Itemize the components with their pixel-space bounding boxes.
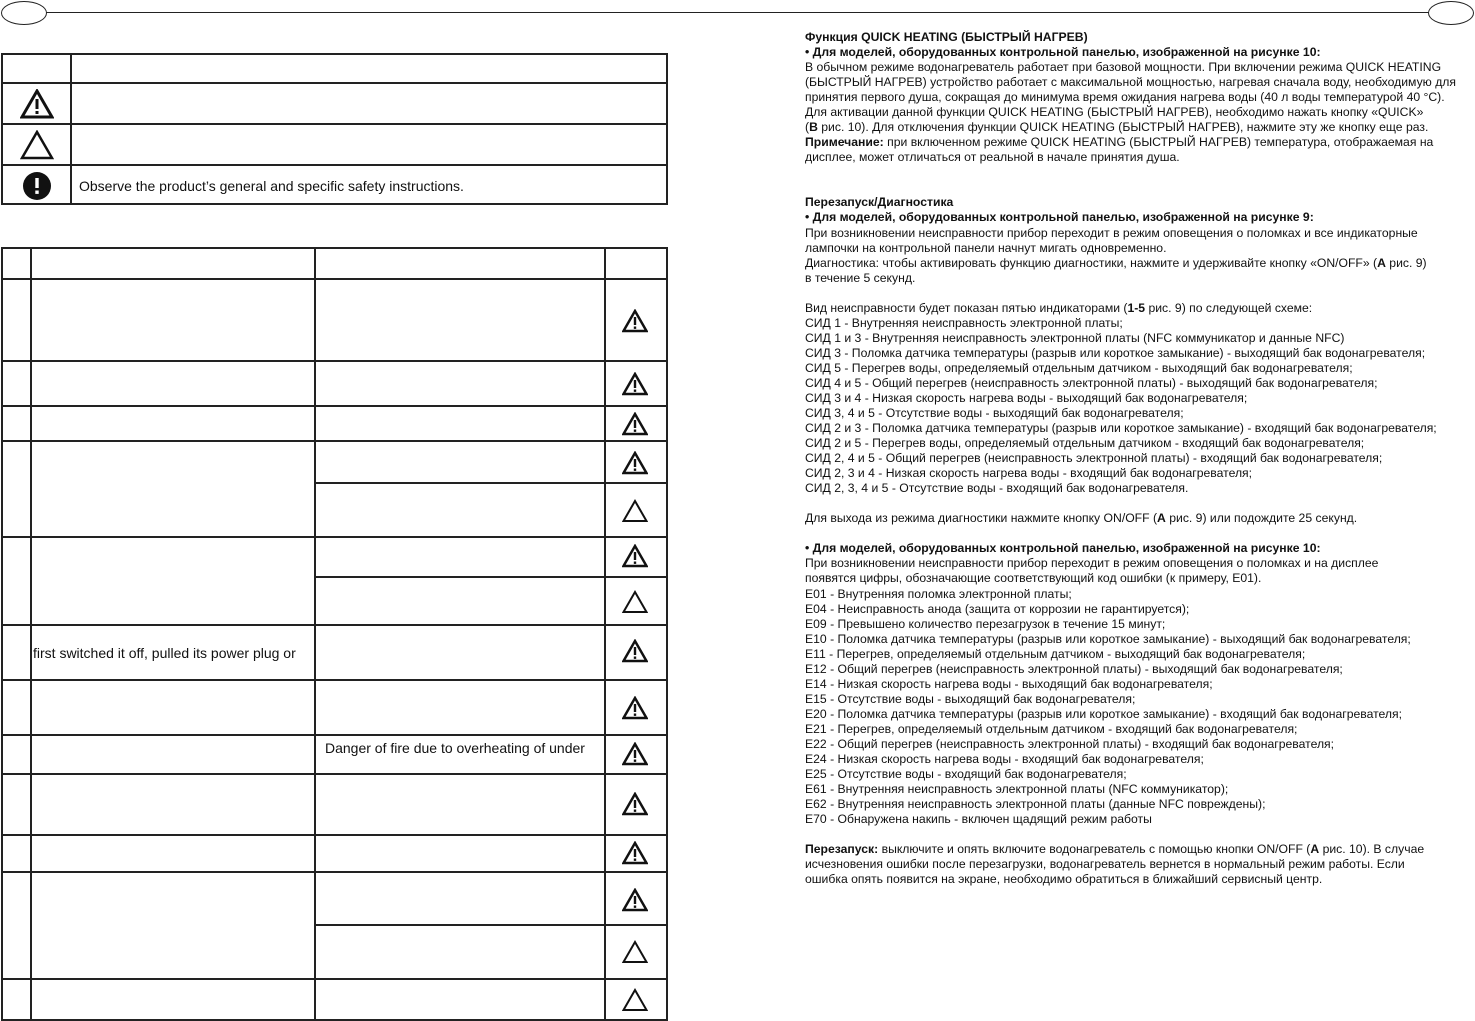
led-code-line: СИД 1 - Внутренняя неисправность электронной платы;	[805, 315, 1123, 330]
warning-triangle-bold-icon	[622, 372, 648, 396]
led-code-line: СИД 5 - Перегрев воды, определяемый отдельным датчиком - выходящий бак водонагревателя;	[805, 360, 1353, 375]
page-number-oval-right	[1428, 1, 1474, 25]
symbols-row-1	[3, 82, 666, 123]
led-code-line: СИД 3 и 4 - Низкая скорость нагрева воды - выходящий бак водонагревателя;	[805, 390, 1248, 405]
exit-post: рис. 9) или подождите 25 секунд.	[1165, 511, 1358, 526]
warning-triangle-bold-icon	[622, 696, 648, 720]
led-code-line: СИД 2 и 3 - Поломка датчика температуры (разрыв или короткое замыкание) - входящий бак водонагревателя;	[805, 421, 1437, 436]
quick-heating-note-line2: дисплее, может отличаться от реальной в начале принятия душа.	[805, 150, 1180, 165]
diagnostics-line	[805, 256, 1470, 271]
hazard-col-line	[604, 247, 606, 1021]
diagnostics-line: лампочки на контрольной панели начнут мигать одновременно.	[805, 240, 1167, 255]
symbols-row-2	[3, 123, 666, 164]
quick-heating-line: (B рис. 10). Для отключения функции QUICK HEATING (БЫСТРЫЙ НАГРЕВ), нажмите эту же кнопку еще раз.	[805, 120, 1429, 135]
hazard-row-line	[1, 624, 668, 626]
led-code-line: СИД 3 - Поломка датчика температуры (разрыв или короткое замыкание) - выходящий бак водонагревателя;	[805, 345, 1426, 360]
restart-text-post: рис. 10). В случае	[1319, 842, 1425, 857]
restart-line: ошибка опять появится на экране, необходимо обратиться в ближайший сервисный центр.	[805, 872, 1323, 887]
quick-heating-line-rest: рис. 10). Для отключения функции QUICK HEATING (БЫСТРЫЙ НАГРЕВ), нажмите эту же кнопку еще раз.	[817, 120, 1429, 135]
led-code-line: СИД 2, 3, 4 и 5 - Отсутствие воды - входящий бак водонагревателя.	[805, 481, 1189, 496]
error-code-line: E12 - Общий перегрев (неисправность электронной платы) - выходящий бак водонагревателя;	[805, 661, 1343, 676]
warning-triangle-bold-icon	[622, 888, 648, 912]
page-number-oval-left	[1, 1, 47, 25]
led-intro-pre: Вид неисправности будет показан пятью индикаторами (	[805, 300, 1128, 315]
hazard-row-line	[1, 360, 668, 362]
header-rule	[44, 12, 1429, 13]
diagnostics-exit	[805, 511, 1470, 526]
hazard-table	[1, 247, 668, 1021]
hazard-col-line	[1, 247, 3, 1021]
warning-triangle-outline-icon	[622, 940, 648, 964]
diagnostics-line-post: рис. 9)	[1385, 255, 1427, 270]
hazard-row-line	[1, 440, 668, 442]
error-code-line: E70 - Обнаружена накипь - включен щадящий режим работы	[805, 812, 1152, 827]
led-code-line: СИД 1 и 3 - Внутренняя неисправность электронной платы (NFC коммуникатор и данные NFC)	[805, 330, 1345, 345]
error-code-line: E01 - Внутренняя поломка электронной платы;	[805, 586, 1072, 601]
hazard-col-line	[666, 247, 668, 1021]
quick-heating-line: принятия первого душа, сокращая до минимума время ожидания нагрева воды (40 л воды температурой 40 °C).	[805, 90, 1445, 105]
hazard-row-6-text: first switched it off, pulled its power plug or	[33, 645, 296, 661]
hazard-subrow-line	[314, 924, 668, 926]
warning-triangle-bold-icon	[622, 639, 648, 663]
hazard-row-line	[1, 405, 668, 407]
quick-heating-model-10-heading: • Для моделей, оборудованных контрольной панелью, изображенной на рисунке 10:	[805, 45, 1321, 60]
diagnostics-model-10-heading: • Для моделей, оборудованных контрольной панелью, изображенной на рисунке 10:	[805, 541, 1321, 556]
hazard-header-bottom	[1, 278, 668, 280]
led-code-line: СИД 4 и 5 - Общий перегрев (неисправность электронной платы) - выходящий бак водонагревателя;	[805, 375, 1378, 390]
symbols-header-row	[3, 55, 666, 82]
error-code-line: E22 - Общий перегрев (неисправность электронной платы) - входящий бак водонагревателя;	[805, 736, 1335, 751]
error-code-line: E20 - Поломка датчика температуры (разрыв или короткое замыкание) - входящий бак водонагревателя;	[805, 706, 1403, 721]
hazard-row-line	[1, 834, 668, 836]
restart-line: исчезновения ошибки после перезагрузки, водонагреватель вернется в нормальный режим работы. Если	[805, 857, 1405, 872]
restart-text-pre: выключите и опять включите водонагреватель с помощью кнопки ON/OFF (	[878, 842, 1311, 857]
error-code-line: E11 - Перегрев, определяемый отдельным датчиком - выходящий бак водонагревателя;	[805, 646, 1306, 661]
spacer	[805, 827, 1470, 842]
ref-letter-a: A	[1377, 255, 1386, 270]
error-code-line: E21 - Перегрев, определяемый отдельным датчиком - входящий бак водонагревателя;	[805, 721, 1298, 736]
warning-triangle-bold-icon	[622, 451, 648, 475]
error-code-line: E14 - Низкая скорость нагрева воды - выходящий бак водонагревателя;	[805, 676, 1213, 691]
exclamation-circle-icon	[19, 170, 55, 202]
instructions-column	[805, 30, 1470, 887]
symbols-row-3	[3, 164, 666, 205]
diagnostics-line: в течение 5 секунд.	[805, 270, 916, 285]
warning-triangle-bold-icon	[19, 88, 55, 120]
hazard-col-line	[314, 247, 316, 1021]
ref-letter-a: A	[1157, 511, 1166, 526]
error-code-line: E24 - Низкая скорость нагрева воды - входящий бак водонагревателя;	[805, 752, 1204, 767]
warning-triangle-bold-icon	[622, 412, 648, 436]
warning-triangle-bold-icon	[622, 841, 648, 865]
hazard-row-8-text: Danger of fire due to overheating of under	[325, 740, 585, 756]
exit-pre: Для выхода из режима диагностики нажмите кнопку ON/OFF (	[805, 511, 1158, 526]
diagnostics-line: При возникновении неисправности прибор переходит в режим оповещения о поломках и все индикаторные	[805, 225, 1418, 240]
hazard-row-line	[1, 734, 668, 736]
restart-line	[805, 842, 1470, 857]
error-code-line: E15 - Отсутствие воды - выходящий бак водонагревателя;	[805, 691, 1136, 706]
note-label: Примечание:	[805, 135, 884, 150]
ref-letter-a: A	[1310, 842, 1320, 857]
quick-heating-line: Для активации данной функции QUICK HEATING (БЫСТРЫЙ НАГРЕВ), необходимо нажать кнопку «QUICK»	[805, 105, 1424, 120]
hazard-table-top	[1, 247, 668, 249]
error-code-line: E10 - Поломка датчика температуры (разрыв или короткое замыкание) - выходящий бак водонагревателя;	[805, 631, 1411, 646]
warning-triangle-bold-icon	[622, 742, 648, 766]
model-10-line: появятся цифры, обозначающие соответствующий код ошибки (к примеру, E01).	[805, 571, 1262, 586]
diagnostics-line-pre: Диагностика: чтобы активировать функцию диагностики, нажмите и удерживайте кнопку «ON/OFF» (	[805, 255, 1378, 270]
error-code-line: E09 - Превышено количество перезагрузок в течение 15 минут;	[805, 616, 1166, 631]
warning-triangle-outline-icon	[622, 499, 648, 523]
led-range: 1-5	[1127, 300, 1146, 315]
hazard-row-line	[1, 978, 668, 980]
note-text: при включенном режиме QUICK HEATING (БЫСТРЫЙ НАГРЕВ) температура, отображаемая на	[883, 135, 1434, 150]
hazard-row-line	[1, 536, 668, 538]
quick-heating-title: Функция QUICK HEATING (БЫСТРЫЙ НАГРЕВ)	[805, 30, 1088, 44]
warning-triangle-outline-icon	[622, 590, 648, 614]
led-code-line: СИД 3, 4 и 5 - Отсутствие воды - выходящий бак водонагревателя;	[805, 406, 1184, 421]
error-code-line: E04 - Неисправность анода (защита от коррозии не гарантируется);	[805, 601, 1190, 616]
quick-heating-line: В обычном режиме водонагреватель работает при базовой мощности. При включении режима QUICK HEATING	[805, 60, 1442, 75]
hazard-row-line	[1, 773, 668, 775]
spacer	[805, 496, 1470, 511]
diagnostics-title: Перезапуск/Диагностика	[805, 195, 954, 210]
spacer	[805, 526, 1470, 541]
led-code-line: СИД 2, 3 и 4 - Низкая скорость нагрева воды - входящий бак водонагревателя;	[805, 466, 1253, 481]
hazard-row-line	[1, 679, 668, 681]
warning-triangle-bold-icon	[622, 792, 648, 816]
spacer	[805, 180, 1470, 195]
ref-letter-b: B	[809, 120, 818, 135]
led-intro	[805, 301, 1470, 316]
error-code-line: E25 - Отсутствие воды - входящий бак водонагревателя;	[805, 767, 1127, 782]
error-code-line: E61 - Внутренняя неисправность электронной платы (NFC коммуникатор);	[805, 782, 1229, 797]
quick-heating-line: (БЫСТРЫЙ НАГРЕВ) устройство работает с максимальной мощностью, нагревая сначала воду, необходимую для	[805, 75, 1457, 90]
hazard-subrow-line	[314, 482, 668, 484]
hazard-row-line	[1, 871, 668, 873]
spacer	[805, 165, 1470, 180]
hazard-col-line	[30, 247, 32, 1021]
symbols-table	[1, 53, 668, 205]
symbols-row-3-text: Observe the product’s general and specific safety instructions.	[79, 178, 464, 194]
restart-label: Перезапуск:	[805, 842, 879, 857]
warning-triangle-outline-icon	[19, 128, 55, 162]
warning-triangle-bold-icon	[622, 544, 648, 568]
warning-triangle-outline-icon	[622, 988, 648, 1012]
quick-heating-note	[805, 135, 1470, 150]
led-code-line: СИД 2, 4 и 5 - Общий перегрев (неисправность электронной платы) - входящий бак водонагревателя;	[805, 451, 1383, 466]
spacer	[805, 286, 1470, 301]
model-10-line: При возникновении неисправности прибор переходит в режим оповещения о поломках и на дисплее	[805, 556, 1379, 571]
hazard-subrow-line	[314, 576, 668, 578]
led-code-line: СИД 2 и 5 - Перегрев воды, определяемый отдельным датчиком - входящий бак водонагревателя;	[805, 436, 1365, 451]
warning-triangle-bold-icon	[622, 309, 648, 333]
error-code-line: E62 - Внутренняя неисправность электронной платы (данные NFC повреждены);	[805, 797, 1266, 812]
diagnostics-model-9-heading: • Для моделей, оборудованных контрольной панелью, изображенной на рисунке 9:	[805, 210, 1314, 225]
led-intro-post: рис. 9) по следующей схеме:	[1145, 300, 1313, 315]
